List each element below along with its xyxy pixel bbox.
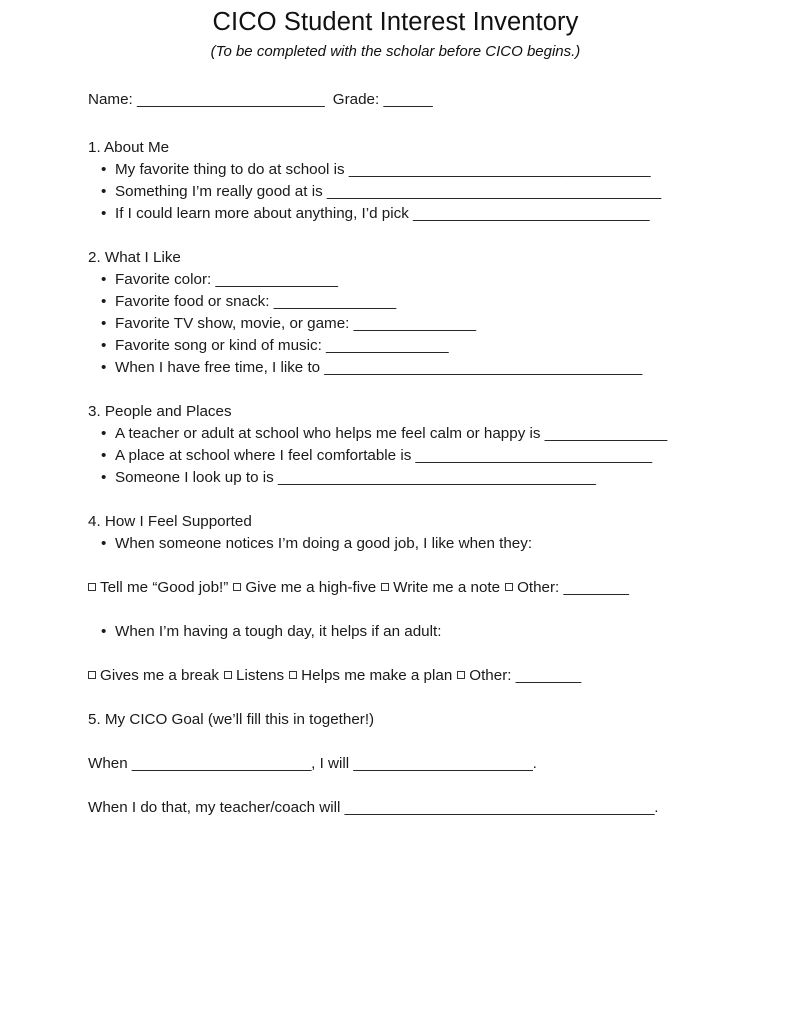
item-text: Favorite song or kind of music: [115,337,322,355]
list-item [88,467,791,489]
checkbox-label: Gives me a break [100,667,220,685]
spacer [88,599,791,621]
section-my-cico-goal [88,709,791,819]
other-blank[interactable]: ________ [563,579,629,597]
section-item-list [88,423,791,489]
checkbox-option[interactable] [233,579,376,596]
checkbox-label: Helps me make a plan [301,667,453,685]
item-blank[interactable]: _______________ [353,315,476,333]
checkbox-icon[interactable] [88,583,96,591]
section-item-list [88,533,791,555]
item-blank[interactable]: _______________________________________ [324,359,643,377]
reward-period: . [654,799,659,817]
section-about-me [88,137,791,225]
checkbox-option[interactable] [381,579,500,596]
document-header [0,0,791,61]
checkbox-icon[interactable] [233,583,241,591]
checkbox-icon[interactable] [289,671,297,679]
list-item [88,181,791,203]
checkbox-option[interactable] [289,667,452,684]
reward-blank[interactable]: ______________________________________ [344,799,655,817]
item-blank[interactable]: _______________ [273,293,396,311]
item-text: When someone notices I’m doing a good job, I like when they: [115,535,533,553]
checkbox-row-recognition [88,577,791,599]
item-blank[interactable]: _______________ [544,425,667,443]
item-text: My favorite thing to do at school is [115,161,345,179]
list-item [88,159,791,181]
goal-period: . [532,755,537,773]
section-heading: 3. People and Places [88,403,232,421]
section-item-list [88,621,791,643]
section-heading: 2. What I Like [88,249,181,267]
spacer [88,731,791,753]
list-item [88,445,791,467]
goal-iwill-label: , I will [311,755,350,773]
list-item [88,621,791,643]
section-item-list [88,269,791,379]
name-input-blank[interactable]: _______________________ [136,91,325,109]
list-item [88,335,791,357]
checkbox-option[interactable] [88,579,228,596]
name-label: Name: [88,91,133,109]
item-blank[interactable]: _________________________________________ [326,183,661,201]
section-people-and-places [88,401,791,489]
item-blank[interactable]: _______________________________________ [277,469,596,487]
item-text: Something I’m really good at is [115,183,323,201]
item-blank[interactable]: _______________ [326,337,449,355]
checkbox-option[interactable] [88,667,219,684]
goal-when-label: When [88,755,128,773]
goal-when-blank[interactable]: ______________________ [131,755,312,773]
item-text: Favorite food or snack: [115,293,270,311]
goal-iwill-blank[interactable]: ______________________ [353,755,533,773]
checkbox-option-other[interactable] [505,579,629,596]
list-item [88,291,791,313]
item-blank[interactable]: _____________________________ [415,447,652,465]
identity-line [88,89,791,111]
section-item-list [88,159,791,225]
item-text: Favorite color: [115,271,212,289]
list-item [88,313,791,335]
document-body [0,89,791,819]
checkbox-icon[interactable] [505,583,513,591]
section-what-i-like [88,247,791,379]
item-text: If I could learn more about anything, I’d pick [115,205,409,223]
spacer [88,643,791,665]
grade-input-blank[interactable]: ______ [383,91,433,109]
checkbox-label: Other: [469,667,512,685]
section-heading: 5. My CICO Goal (we’ll fill this in together!) [88,711,375,729]
spacer [88,555,791,577]
checkbox-label: Write me a note [393,579,501,597]
list-item [88,357,791,379]
item-text: When I’m having a tough day, it helps if an adult: [115,623,442,641]
page-title: CICO Student Interest Inventory [212,8,579,36]
checkbox-option-other[interactable] [457,667,581,684]
other-blank[interactable]: ________ [515,667,581,685]
reward-statement-line [88,797,791,819]
item-text: Someone I look up to is [115,469,274,487]
item-blank[interactable]: _______________ [215,271,338,289]
checkbox-row-tough-day [88,665,791,687]
list-item [88,203,791,225]
section-heading: 1. About Me [88,139,170,157]
section-how-i-feel-supported [88,511,791,687]
page-subtitle: (To be completed with the scholar before CICO begins.) [210,43,581,61]
checkbox-icon[interactable] [457,671,465,679]
list-item [88,269,791,291]
spacer [88,775,791,797]
checkbox-icon[interactable] [88,671,96,679]
checkbox-label: Listens [236,667,285,685]
checkbox-label: Give me a high-five [245,579,377,597]
item-blank[interactable]: _____________________________ [413,205,650,223]
list-item [88,533,791,555]
item-text: Favorite TV show, movie, or game: [115,315,350,333]
goal-statement-line [88,753,791,775]
checkbox-icon[interactable] [224,671,232,679]
item-blank[interactable]: _____________________________________ [348,161,651,179]
item-text: A teacher or adult at school who helps me feel calm or happy is [115,425,541,443]
section-heading: 4. How I Feel Supported [88,513,252,531]
list-item [88,423,791,445]
checkbox-label: Other: [517,579,560,597]
item-text: When I have free time, I like to [115,359,321,377]
checkbox-icon[interactable] [381,583,389,591]
grade-label: Grade: [332,91,380,109]
reward-label: When I do that, my teacher/coach will [88,799,341,817]
checkbox-option[interactable] [224,667,284,684]
checkbox-label: Tell me “Good job!” [100,579,229,597]
item-text: A place at school where I feel comfortable is [115,447,412,465]
